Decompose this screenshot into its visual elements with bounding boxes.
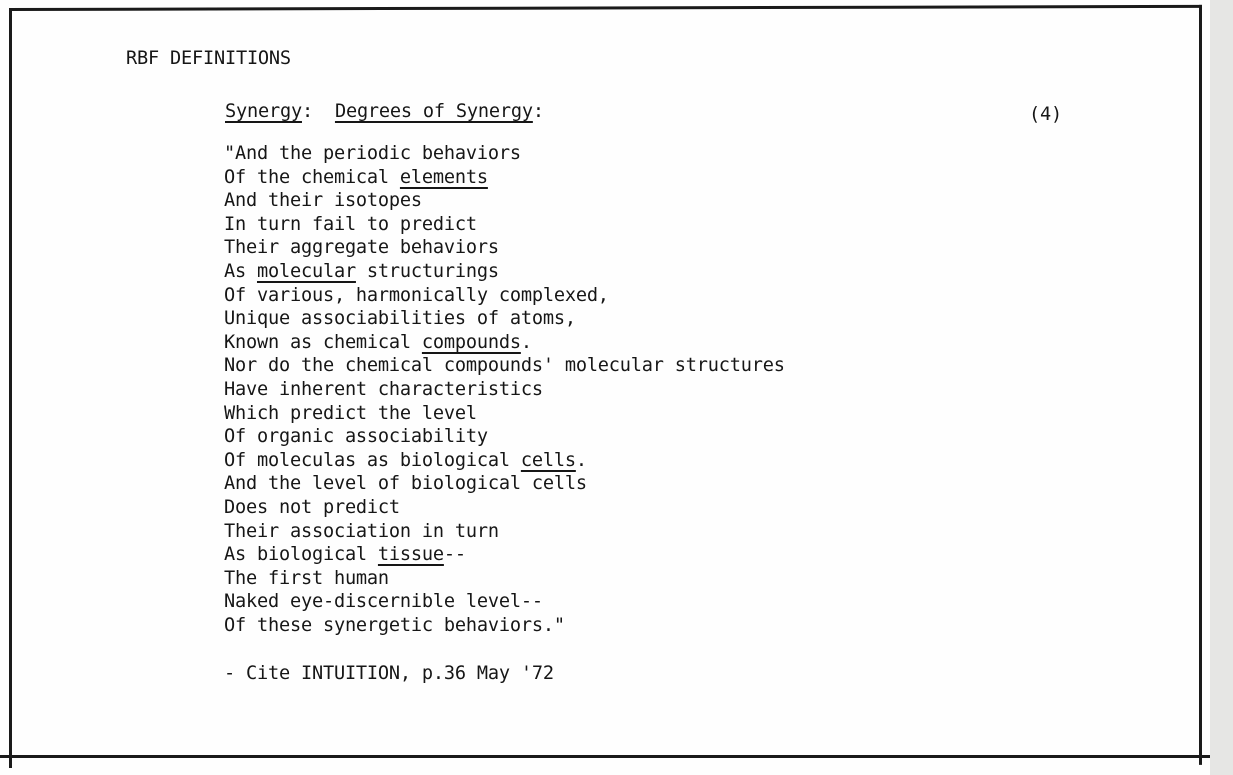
line-text: Naked eye-discernible level-- [224, 591, 543, 613]
poem-line [224, 496, 785, 520]
line-text: Nor do the chemical compounds' molecular structures [224, 355, 785, 377]
line-text: -- [443, 544, 466, 566]
poem-line [224, 331, 785, 355]
line-text: And the level of biological cells [224, 473, 587, 495]
line-text: As biological [224, 544, 378, 566]
subtitle-colon: : [532, 101, 544, 122]
line-text: Known as chemical [224, 331, 422, 353]
underlined-term: compounds [421, 331, 521, 353]
underlined-term: molecular [256, 260, 356, 282]
underlined-term: tissue [377, 544, 444, 566]
line-text: Of these synergetic behaviors." [224, 614, 565, 636]
page-number: (4) [1029, 104, 1062, 125]
poem-line [224, 284, 785, 308]
poem-line [224, 307, 785, 331]
bottom-rule [0, 755, 1210, 758]
line-text: Their association in turn [224, 520, 499, 542]
line-text: As [224, 260, 257, 282]
line-text: . [575, 449, 587, 471]
quotation-poem [224, 142, 785, 637]
poem-line [224, 166, 785, 190]
line-text: . [520, 331, 532, 353]
poem-line [224, 354, 785, 378]
citation: - Cite INTUITION, p.36 May '72 [224, 663, 554, 684]
line-text: In turn fail to predict [224, 213, 477, 235]
poem-line [224, 260, 785, 284]
line-text: Of moleculas as biological [224, 449, 521, 471]
line-text: Which predict the level [224, 402, 477, 424]
line-text: Have inherent characteristics [224, 378, 543, 400]
poem-line [224, 213, 785, 237]
subtitle-separator: : [301, 101, 335, 122]
entry-subtitle [225, 101, 544, 122]
line-text: Unique associabilities of atoms, [224, 308, 576, 330]
line-text: Their aggregate behaviors [224, 237, 499, 259]
poem-line [224, 520, 785, 544]
underlined-term: elements [399, 166, 488, 188]
poem-line [224, 425, 785, 449]
poem-line [224, 567, 785, 591]
line-text: Of the chemical [224, 166, 400, 188]
subtitle-subterm: Degrees of Synergy [334, 101, 533, 122]
poem-line [224, 614, 785, 638]
poem-line [224, 236, 785, 260]
poem-line [224, 189, 785, 213]
underlined-term: cells [520, 449, 576, 471]
poem-line [224, 378, 785, 402]
line-text: And their isotopes [224, 190, 422, 212]
line-text: "And the periodic behaviors [224, 143, 521, 164]
poem-line [224, 142, 785, 166]
poem-line [224, 472, 785, 496]
line-text: Does not predict [224, 496, 400, 518]
line-text: The first human [224, 567, 389, 589]
subtitle-term: Synergy [225, 101, 302, 122]
line-text: Of organic associability [224, 426, 488, 448]
line-text: structurings [355, 260, 499, 282]
scan-margin [1210, 0, 1233, 775]
section-heading: RBF DEFINITIONS [126, 48, 291, 69]
poem-line [224, 402, 785, 426]
line-text: Of various, harmonically complexed, [224, 284, 609, 306]
poem-line [224, 590, 785, 614]
poem-line [224, 543, 785, 567]
poem-line [224, 449, 785, 473]
